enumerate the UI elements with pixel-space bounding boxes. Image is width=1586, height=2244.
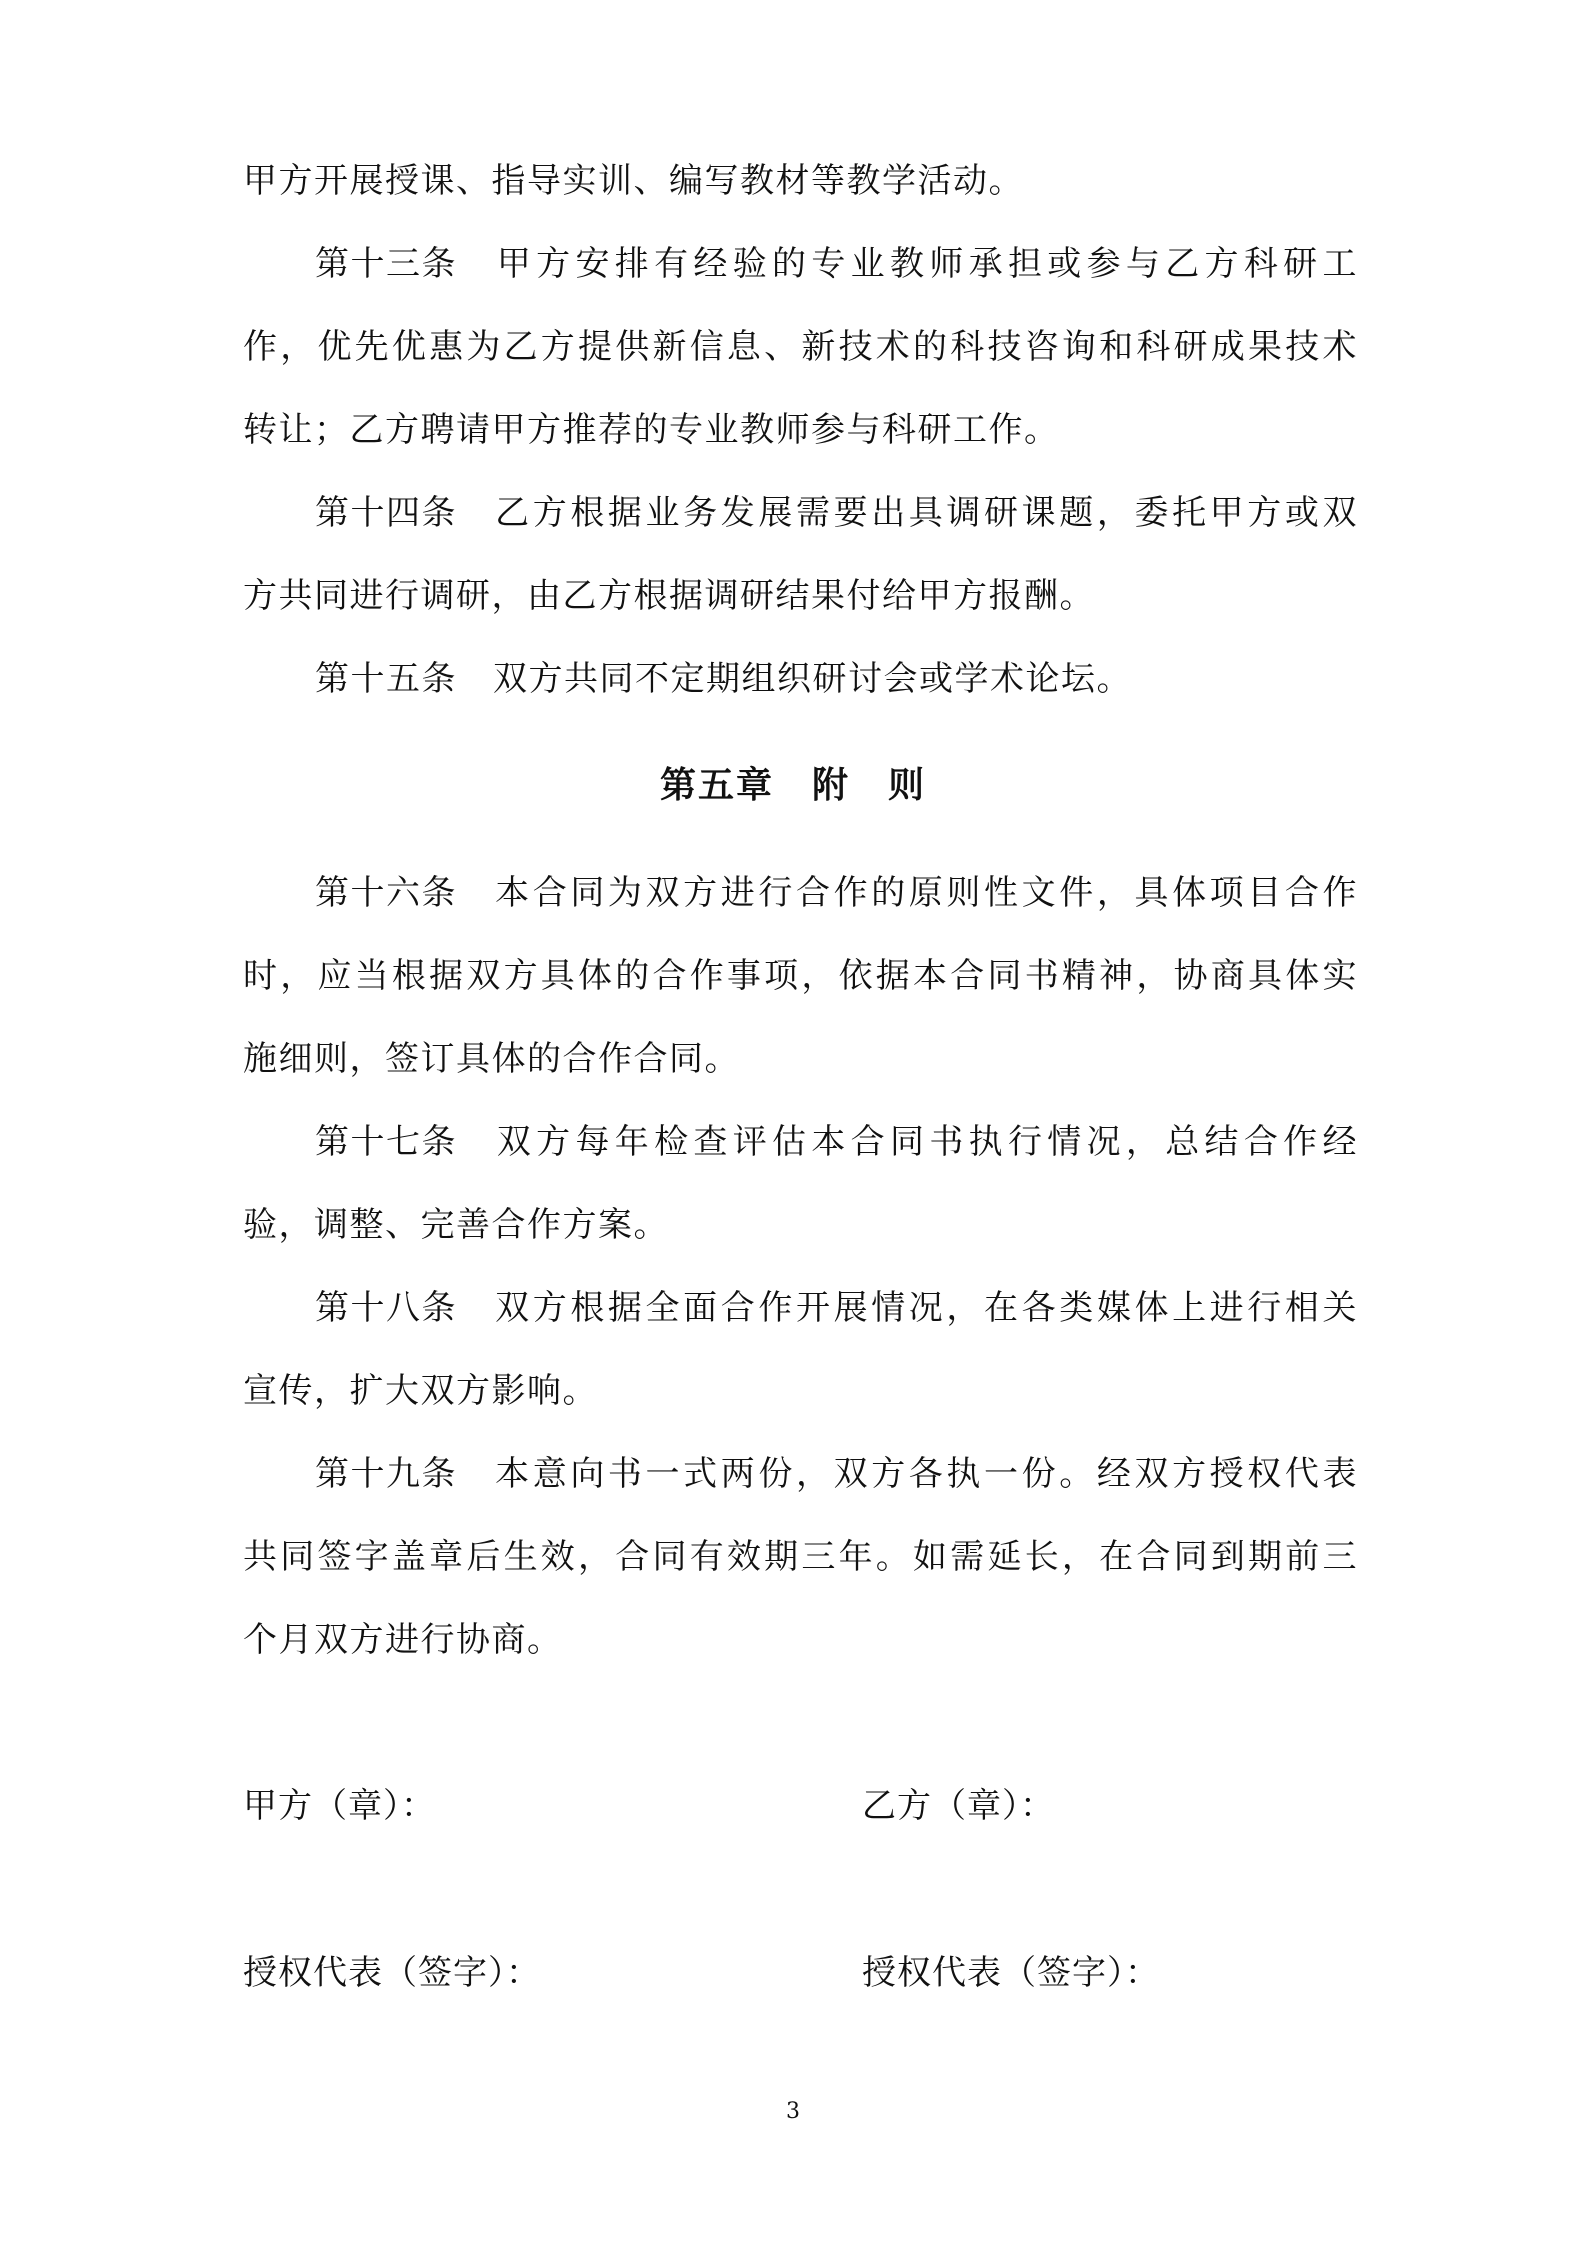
article-number: 第十五条 [315,659,457,699]
article-text: 双方共同不定期组织研讨会或学术论坛。 [493,659,1132,699]
article-19-line-3: 个月双方进行协商。 [243,1620,563,1660]
chapter-title: 第五章 附 则 [659,765,926,806]
article-number: 第十九条 [315,1454,457,1494]
article-text: 双方根据全面合作开展情况，在各类媒体上进行相关 [493,1288,1358,1328]
article-18-line-1 [315,1286,1358,1330]
article-19-line-2: 共同签字盖章后生效，合同有效期三年。如需延长，在合同到期前三 [243,1537,1358,1577]
party-a-seal-label: 甲方（章）： [243,1786,436,1826]
article-13-line-1 [315,242,1358,286]
article-16-line-2: 时，应当根据双方具体的合作事项，依据本合同书精神，协商具体实 [243,956,1358,996]
article-16-line-3: 施细则，签订具体的合作合同。 [243,1039,740,1079]
article-14-line-1 [315,491,1358,535]
article-number: 第十八条 [315,1288,457,1328]
article-number: 第十四条 [315,493,457,533]
article-13-line-3: 转让；乙方聘请甲方推荐的专业教师参与科研工作。 [243,410,1060,450]
article-17-line-2: 验，调整、完善合作方案。 [243,1205,669,1245]
article-text: 甲方安排有经验的专业教师承担或参与乙方科研工 [493,244,1358,284]
article-14-line-2: 方共同进行调研，由乙方根据调研结果付给甲方报酬。 [243,576,1095,616]
article-text: 双方每年检查评估本合同书执行情况，总结合作经 [493,1122,1358,1162]
party-b-representative-label: 授权代表（签字）： [862,1953,1160,1993]
article-19-line-1 [315,1452,1358,1496]
article-number: 第十七条 [315,1122,457,1162]
paragraph-line: 甲方开展授课、指导实训、编写教材等教学活动。 [243,161,1024,201]
article-text: 乙方根据业务发展需要出具调研课题，委托甲方或双 [493,493,1358,533]
article-18-line-2: 宣传，扩大双方影响。 [243,1371,598,1411]
party-b-seal-label: 乙方（章）： [862,1786,1055,1826]
article-number: 第十六条 [315,873,457,913]
article-16-line-1 [315,871,1358,915]
article-text: 本意向书一式两份，双方各执一份。经双方授权代表 [493,1454,1358,1494]
article-text: 本合同为双方进行合作的原则性文件，具体项目合作 [493,873,1358,913]
article-13-line-2: 作，优先优惠为乙方提供新信息、新技术的科技咨询和科研成果技术 [243,327,1358,367]
article-17-line-1 [315,1120,1358,1164]
article-15-line-1 [315,657,1358,701]
article-number: 第十三条 [315,244,457,284]
party-a-representative-label: 授权代表（签字）： [243,1953,541,1993]
page-number: 3 [786,2099,800,2124]
